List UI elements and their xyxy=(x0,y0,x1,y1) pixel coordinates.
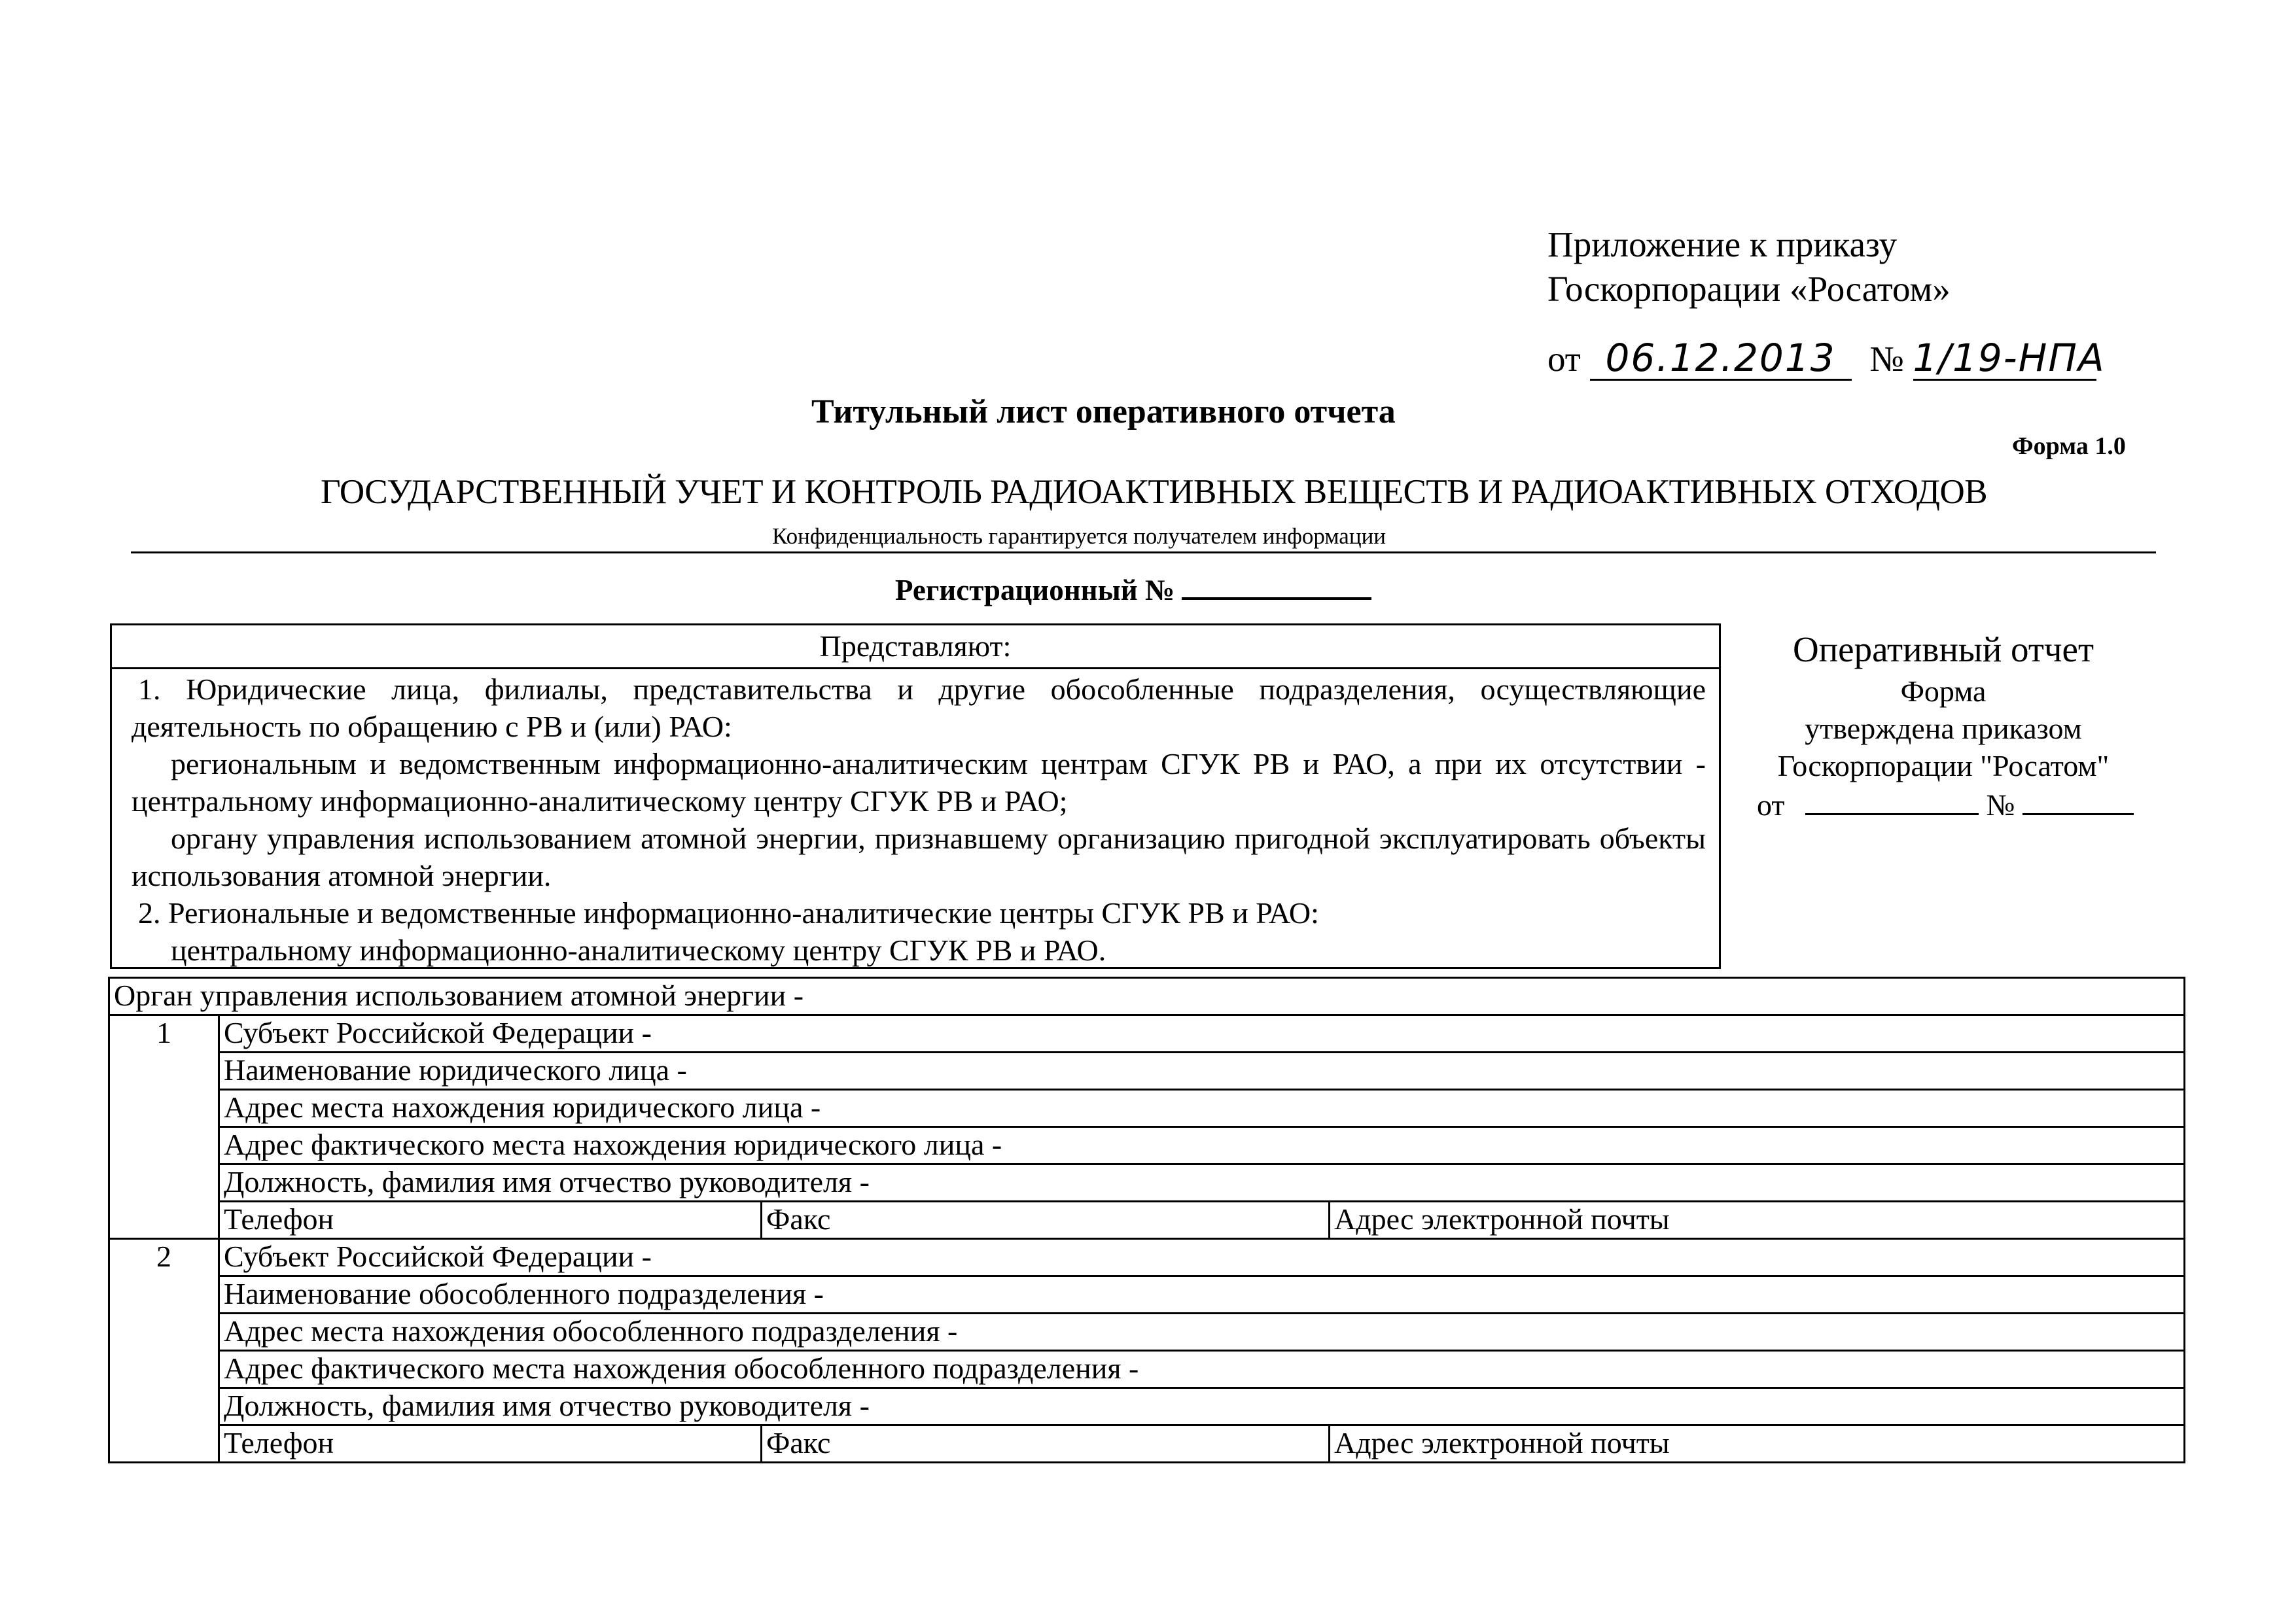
phone-cell: Телефон xyxy=(219,1425,762,1463)
field-cell: Адрес фактического места нахождения юридического лица - xyxy=(219,1127,2185,1164)
field-cell: Наименование обособленного подразделения - xyxy=(219,1276,2185,1314)
operational-report-date-prefix: от xyxy=(1757,788,1785,822)
field-cell: Субъект Российской Федерации - xyxy=(219,1239,2185,1276)
registration-label: Регистрационный № xyxy=(895,574,1175,606)
appendix-line-2: Госкорпорации «Росатом» xyxy=(1547,269,1951,309)
table-row xyxy=(109,1053,2185,1090)
operational-report-form: Форма xyxy=(1900,674,1987,708)
authority-cell: Орган управления использованием атомной энергии - xyxy=(109,978,2185,1015)
field-cell: Адрес места нахождения обособленного подразделения - xyxy=(219,1314,2185,1351)
table-row xyxy=(109,1425,2185,1463)
field-cell: Адрес места нахождения юридического лица - xyxy=(219,1090,2185,1127)
registration-blank xyxy=(1182,571,1371,600)
table-row xyxy=(109,1127,2185,1164)
organization-table xyxy=(108,977,2185,1463)
table-row xyxy=(109,1314,2185,1351)
table-row xyxy=(109,1202,2185,1239)
appendix-date-handwritten: 06.12.2013 xyxy=(1590,337,1852,381)
phone-cell: Телефон xyxy=(219,1202,762,1239)
submitters-body xyxy=(112,669,1719,969)
field-cell: Наименование юридического лица - xyxy=(219,1053,2185,1090)
operational-report-date-number xyxy=(1747,784,2140,824)
appendix-number-prefix: № xyxy=(1869,339,1904,379)
table-row xyxy=(109,978,2185,1015)
submitters-item-1: 1. Юридические лица, филиалы, представительства и другие обособленные подразделения, осуществляющие деятельность по обращению с РВ и (или) РАО: xyxy=(132,672,1706,743)
operational-report-rosatom: Госкорпорации "Росатом" xyxy=(1777,749,2110,782)
submitters-box xyxy=(110,623,1721,969)
submitters-item-1b: органу управления использованием атомной энергии, признавшему организацию пригодной эксплуатировать объекты использования атомной энергии. xyxy=(132,822,1706,892)
email-cell: Адрес электронной почты xyxy=(1330,1425,2185,1463)
confidentiality-note: Конфиденциальность гарантируется получателем информации xyxy=(772,523,1386,549)
fax-cell: Факс xyxy=(762,1202,1330,1239)
field-cell: Адрес фактического места нахождения обособленного подразделения - xyxy=(219,1351,2185,1388)
table-row xyxy=(109,1015,2185,1053)
table-row xyxy=(109,1276,2185,1314)
operational-report-number-blank xyxy=(2022,784,2134,815)
table-row xyxy=(109,1164,2185,1202)
appendix-date-number xyxy=(1547,336,2106,381)
operational-report-block xyxy=(1747,627,2140,824)
operational-report-date-blank xyxy=(1805,784,1979,815)
table-row xyxy=(109,1090,2185,1127)
field-cell: Должность, фамилия имя отчество руководителя - xyxy=(219,1164,2185,1202)
appendix-number-handwritten: 1/19-НПА xyxy=(1913,336,2106,380)
appendix-block xyxy=(1547,222,1951,311)
fax-cell: Факс xyxy=(762,1425,1330,1463)
registration-number xyxy=(895,571,1371,607)
gov-heading: ГОСУДАРСТВЕННЫЙ УЧЕТ И КОНТРОЛЬ РАДИОАКТИВНЫХ ВЕЩЕСТВ И РАДИОАКТИВНЫХ ОТХОДОВ xyxy=(321,473,1988,511)
email-cell: Адрес электронной почты xyxy=(1330,1202,2185,1239)
page-title: Титульный лист оперативного отчета xyxy=(811,393,1396,430)
field-cell: Субъект Российской Федерации - xyxy=(219,1015,2185,1053)
appendix-line-1: Приложение к приказу xyxy=(1547,224,1898,264)
operational-report-approved: утверждена приказом xyxy=(1805,712,2082,745)
table-row xyxy=(109,1239,2185,1276)
table-row xyxy=(109,1351,2185,1388)
submitters-item-1a: региональным и ведомственным информационно-аналитическим центрам СГУК РВ и РАО, а при их отсутствии - центральному информационно-аналитическому центру СГУК РВ и РАО; xyxy=(132,747,1706,818)
operational-report-title: Оперативный отчет xyxy=(1793,629,2094,669)
submitters-item-2: 2. Региональные и ведомственные информационно-аналитические центры СГУК РВ и РАО: xyxy=(138,896,1319,930)
heading-divider xyxy=(131,551,2156,553)
block-number: 2 xyxy=(109,1239,219,1463)
appendix-date-prefix: от xyxy=(1547,339,1581,379)
submitters-header: Представляют: xyxy=(112,625,1719,669)
submitters-item-2a: центральному информационно-аналитическому центру СГУК РВ и РАО. xyxy=(171,934,1106,967)
field-cell: Должность, фамилия имя отчество руководителя - xyxy=(219,1388,2185,1425)
block-number: 1 xyxy=(109,1015,219,1239)
operational-report-number-prefix: № xyxy=(1986,788,2015,822)
table-row xyxy=(109,1388,2185,1425)
form-number: Форма 1.0 xyxy=(2012,432,2126,460)
